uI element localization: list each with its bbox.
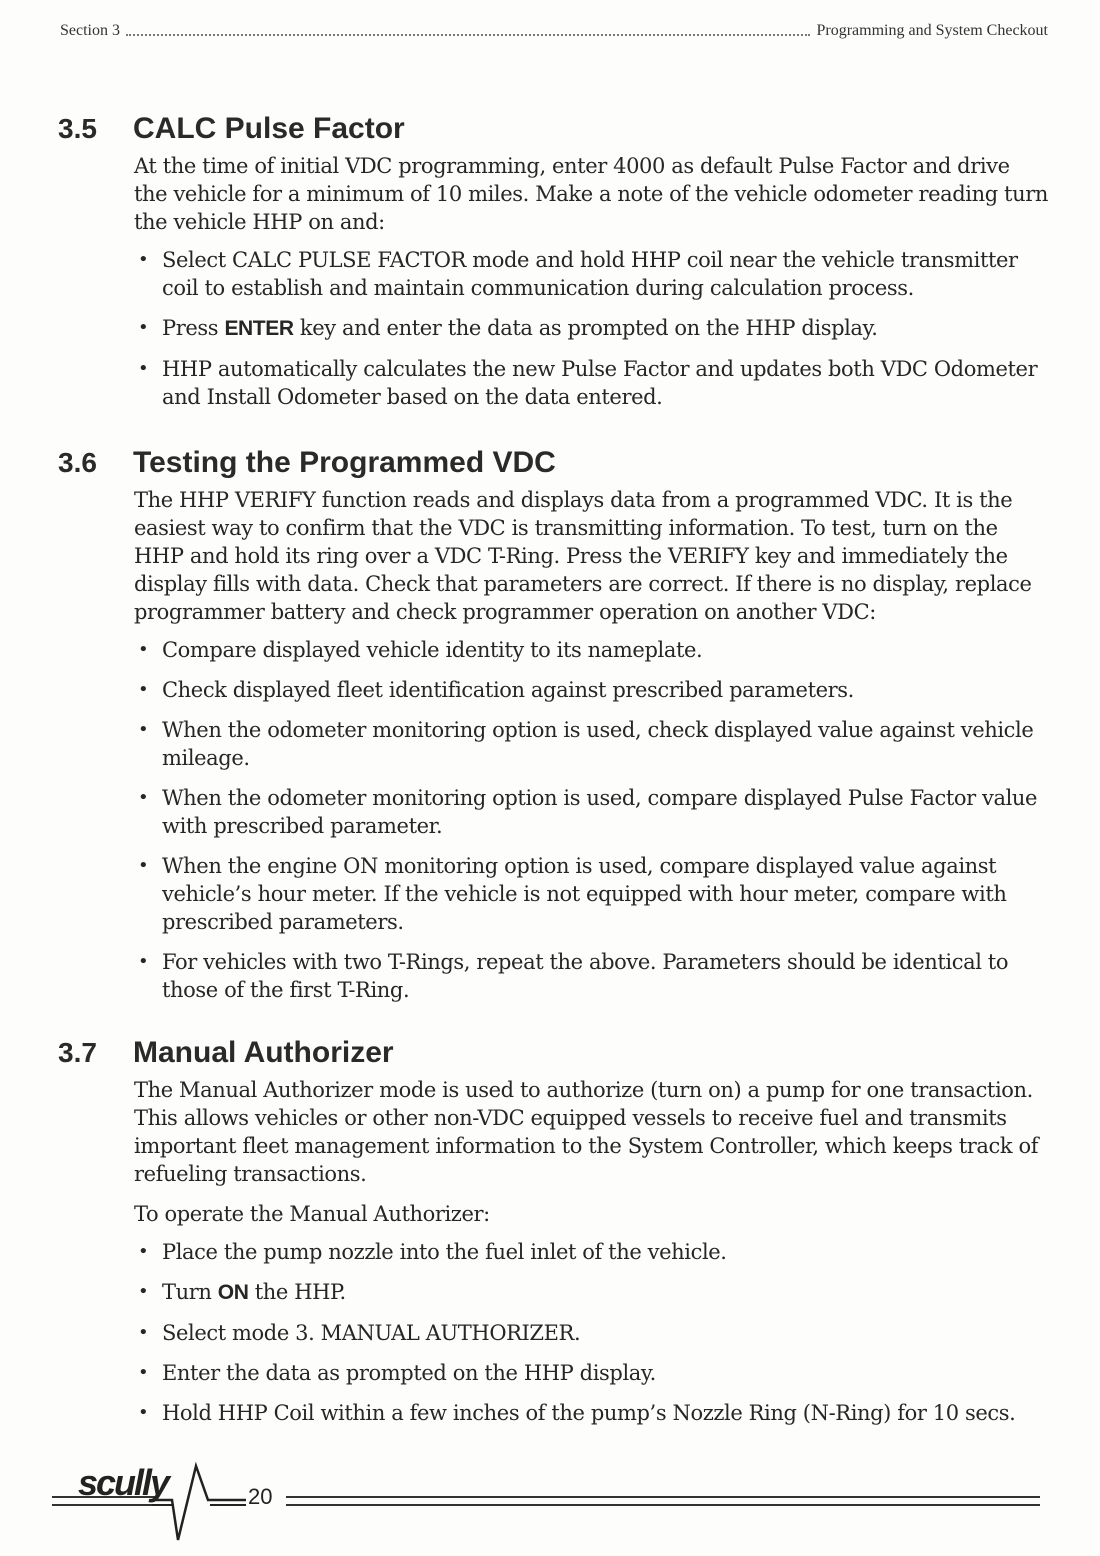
scully-logo: scully xyxy=(78,1462,169,1503)
page-footer xyxy=(52,1462,1042,1542)
list-item: • Hold HHP Coil within a few inches of the pump’s Nozzle Ring (N-Ring) for 10 secs. xyxy=(134,1399,1048,1427)
section-3-6 xyxy=(58,446,1048,1016)
section-paragraph: The HHP VERIFY function reads and displays data from a programmed VDC. It is the easiest way to confirm that the VDC is transmitting information. To test, turn on the HHP and hold its ring over a VDC T-Ring. Press the VERIFY key and immediately the display fills with data. Check that parameters are correct. If there is no display, replace programmer battery and check programmer operation on another VDC: xyxy=(134,488,1032,624)
bullet-list xyxy=(134,1238,1048,1427)
list-item: • Check displayed fleet identification against prescribed parameters. xyxy=(134,676,1048,704)
list-item: • Select CALC PULSE FACTOR mode and hold HHP coil near the vehicle transmitter coil to establish and maintain communication during calculation process. xyxy=(134,246,1048,302)
bullet-list xyxy=(134,636,1048,1004)
section-heading xyxy=(58,446,1048,480)
on-label: ON xyxy=(217,1281,249,1304)
list-item: • Compare displayed vehicle identity to its nameplate. xyxy=(134,636,1048,664)
enter-key-label: ENTER xyxy=(224,317,294,340)
list-item: • When the engine ON monitoring option is used, compare displayed value against vehicle’s hour meter. If the vehicle is not equipped with hour meter, compare with prescribed parameters. xyxy=(134,852,1048,936)
section-3-5 xyxy=(58,112,1048,423)
header-leader-dots xyxy=(126,33,810,36)
scully-logo-mark-icon xyxy=(152,1462,248,1542)
list-item: • Turn ON the HHP. xyxy=(134,1278,1048,1307)
section-paragraph: At the time of initial VDC programming, enter 4000 as default Pulse Factor and drive the vehicle for a minimum of 10 miles. Make a note of the vehicle odometer reading turn the vehicle HHP on and: xyxy=(134,154,1048,234)
page-header xyxy=(60,22,1048,40)
list-item: • HHP automatically calculates the new Pulse Factor and updates both VDC Odometer and Install Odometer based on the data entered. xyxy=(134,355,1048,411)
section-heading xyxy=(58,1036,1048,1070)
list-item: • When the odometer monitoring option is used, check displayed value against vehicle mileage. xyxy=(134,716,1048,772)
footer-rule xyxy=(286,1496,1040,1506)
list-item: • For vehicles with two T-Rings, repeat the above. Parameters should be identical to those of the first T-Ring. xyxy=(134,948,1048,1004)
page-number: 20 xyxy=(248,1484,273,1509)
section-title: CALC Pulse Factor xyxy=(133,112,405,145)
bullet-list xyxy=(134,246,1048,411)
list-item: • Select mode 3. MANUAL AUTHORIZER. xyxy=(134,1319,1048,1347)
section-number: 3.5 xyxy=(58,113,97,144)
section-paragraph: The Manual Authorizer mode is used to authorize (turn on) a pump for one transaction. This allows vehicles or other non-VDC equipped vessels to receive fuel and transmits important fleet management information to the System Controller, which keeps track of refueling transactions. xyxy=(134,1078,1039,1186)
list-item: • Place the pump nozzle into the fuel inlet of the vehicle. xyxy=(134,1238,1048,1266)
section-heading xyxy=(58,112,1048,146)
list-item: • Press ENTER key and enter the data as prompted on the HHP display. xyxy=(134,314,1048,343)
section-number: 3.7 xyxy=(58,1037,97,1068)
header-chapter-title: Programming and System Checkout xyxy=(816,22,1048,39)
header-section: Section 3 xyxy=(60,22,120,39)
section-number: 3.6 xyxy=(58,447,97,478)
section-title: Manual Authorizer xyxy=(133,1036,394,1069)
section-paragraph-instructions: To operate the Manual Authorizer: xyxy=(134,1202,490,1226)
list-item: • Enter the data as prompted on the HHP display. xyxy=(134,1359,1048,1387)
list-item: • When the odometer monitoring option is used, compare displayed Pulse Factor value with prescribed parameter. xyxy=(134,784,1048,840)
section-title: Testing the Programmed VDC xyxy=(133,446,556,479)
section-3-7 xyxy=(58,1036,1048,1439)
